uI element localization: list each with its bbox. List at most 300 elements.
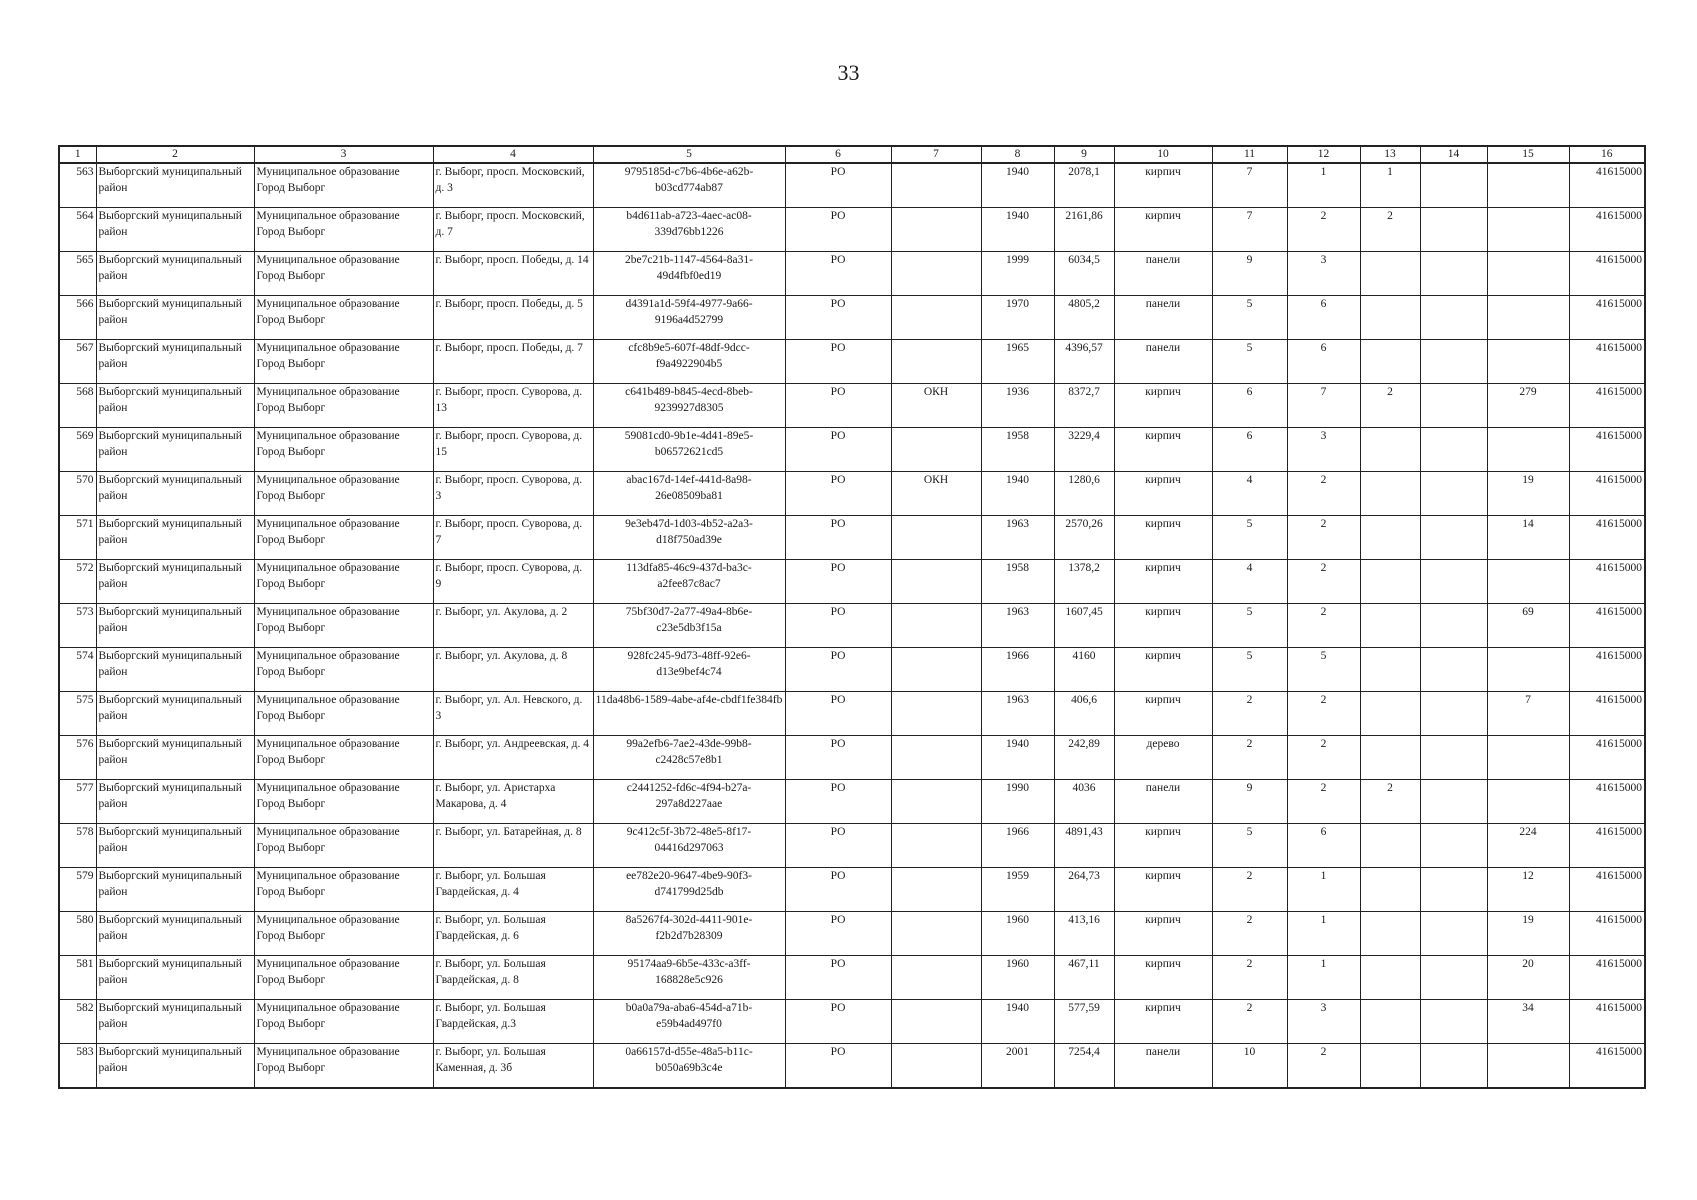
floors-cell: 2 bbox=[1212, 868, 1287, 912]
col-15-cell bbox=[1487, 340, 1569, 384]
wall-material-cell: кирпич bbox=[1114, 692, 1212, 736]
program-cell: РО bbox=[785, 340, 891, 384]
address-cell: г. Выборг, ул. Андреевская, д. 4 bbox=[433, 736, 593, 780]
floors-cell: 4 bbox=[1212, 560, 1287, 604]
wall-material-cell: кирпич bbox=[1114, 472, 1212, 516]
district-cell: Выборгский муниципальный район bbox=[96, 163, 254, 208]
heritage-status-cell bbox=[891, 428, 981, 472]
oktmo-code-cell: 41615000 bbox=[1569, 340, 1645, 384]
col-15-cell: 34 bbox=[1487, 1000, 1569, 1044]
table-row bbox=[59, 736, 1645, 780]
row-number-cell: 565 bbox=[59, 252, 96, 296]
heritage-status-cell bbox=[891, 604, 981, 648]
col-14-cell bbox=[1420, 384, 1487, 428]
heritage-status-cell bbox=[891, 780, 981, 824]
entrances-cell: 2 bbox=[1287, 560, 1360, 604]
municipality-cell: Муниципальное образование Город Выборг bbox=[254, 912, 433, 956]
house-guid-cell: 9e3eb47d-1d03-4b52-a2a3-d18f750ad39e bbox=[593, 516, 785, 560]
col-15-cell: 279 bbox=[1487, 384, 1569, 428]
build-year-cell: 1963 bbox=[981, 692, 1054, 736]
col-13-cell bbox=[1360, 296, 1420, 340]
area-cell: 413,16 bbox=[1054, 912, 1114, 956]
oktmo-code-cell: 41615000 bbox=[1569, 163, 1645, 208]
column-header-12: 12 bbox=[1287, 146, 1360, 163]
oktmo-code-cell: 41615000 bbox=[1569, 384, 1645, 428]
col-13-cell bbox=[1360, 340, 1420, 384]
house-guid-cell: 8a5267f4-302d-4411-901e-f2b2d7b28309 bbox=[593, 912, 785, 956]
program-cell: РО bbox=[785, 472, 891, 516]
table-row bbox=[59, 780, 1645, 824]
row-number-cell: 569 bbox=[59, 428, 96, 472]
col-13-cell bbox=[1360, 1044, 1420, 1089]
district-cell: Выборгский муниципальный район bbox=[96, 780, 254, 824]
col-13-cell bbox=[1360, 472, 1420, 516]
area-cell: 3229,4 bbox=[1054, 428, 1114, 472]
heritage-status-cell bbox=[891, 736, 981, 780]
wall-material-cell: кирпич bbox=[1114, 208, 1212, 252]
col-14-cell bbox=[1420, 736, 1487, 780]
row-number-cell: 576 bbox=[59, 736, 96, 780]
wall-material-cell: кирпич bbox=[1114, 384, 1212, 428]
entrances-cell: 2 bbox=[1287, 692, 1360, 736]
row-number-cell: 571 bbox=[59, 516, 96, 560]
wall-material-cell: кирпич bbox=[1114, 912, 1212, 956]
wall-material-cell: кирпич bbox=[1114, 428, 1212, 472]
entrances-cell: 2 bbox=[1287, 472, 1360, 516]
area-cell: 467,11 bbox=[1054, 956, 1114, 1000]
column-header-10: 10 bbox=[1114, 146, 1212, 163]
table-row bbox=[59, 824, 1645, 868]
floors-cell: 5 bbox=[1212, 296, 1287, 340]
build-year-cell: 1940 bbox=[981, 1000, 1054, 1044]
address-cell: г. Выборг, ул. Большая Гвардейская, д.3 bbox=[433, 1000, 593, 1044]
oktmo-code-cell: 41615000 bbox=[1569, 868, 1645, 912]
col-14-cell bbox=[1420, 692, 1487, 736]
municipality-cell: Муниципальное образование Город Выборг bbox=[254, 780, 433, 824]
entrances-cell: 3 bbox=[1287, 1000, 1360, 1044]
wall-material-cell: дерево bbox=[1114, 736, 1212, 780]
column-header-9: 9 bbox=[1054, 146, 1114, 163]
build-year-cell: 1960 bbox=[981, 912, 1054, 956]
address-cell: г. Выборг, ул. Аристарха Макарова, д. 4 bbox=[433, 780, 593, 824]
col-15-cell bbox=[1487, 296, 1569, 340]
table-row bbox=[59, 1044, 1645, 1089]
oktmo-code-cell: 41615000 bbox=[1569, 780, 1645, 824]
municipality-cell: Муниципальное образование Город Выборг bbox=[254, 736, 433, 780]
col-14-cell bbox=[1420, 824, 1487, 868]
oktmo-code-cell: 41615000 bbox=[1569, 912, 1645, 956]
col-13-cell: 1 bbox=[1360, 163, 1420, 208]
col-14-cell bbox=[1420, 208, 1487, 252]
municipality-cell: Муниципальное образование Город Выборг bbox=[254, 163, 433, 208]
column-header-6: 6 bbox=[785, 146, 891, 163]
municipality-cell: Муниципальное образование Город Выборг bbox=[254, 956, 433, 1000]
row-number-cell: 573 bbox=[59, 604, 96, 648]
floors-cell: 2 bbox=[1212, 1000, 1287, 1044]
floors-cell: 5 bbox=[1212, 604, 1287, 648]
wall-material-cell: кирпич bbox=[1114, 560, 1212, 604]
area-cell: 2570,26 bbox=[1054, 516, 1114, 560]
district-cell: Выборгский муниципальный район bbox=[96, 208, 254, 252]
program-cell: РО bbox=[785, 428, 891, 472]
program-cell: РО bbox=[785, 912, 891, 956]
col-13-cell bbox=[1360, 648, 1420, 692]
col-13-cell bbox=[1360, 252, 1420, 296]
entrances-cell: 1 bbox=[1287, 163, 1360, 208]
address-cell: г. Выборг, ул. Акулова, д. 8 bbox=[433, 648, 593, 692]
area-cell: 4160 bbox=[1054, 648, 1114, 692]
table-row bbox=[59, 604, 1645, 648]
district-cell: Выборгский муниципальный район bbox=[96, 560, 254, 604]
build-year-cell: 1966 bbox=[981, 648, 1054, 692]
wall-material-cell: кирпич bbox=[1114, 956, 1212, 1000]
address-cell: г. Выборг, просп. Московский, д. 7 bbox=[433, 208, 593, 252]
build-year-cell: 1958 bbox=[981, 428, 1054, 472]
build-year-cell: 2001 bbox=[981, 1044, 1054, 1089]
address-cell: г. Выборг, просп. Суворова, д. 9 bbox=[433, 560, 593, 604]
floors-cell: 7 bbox=[1212, 208, 1287, 252]
district-cell: Выборгский муниципальный район bbox=[96, 736, 254, 780]
program-cell: РО bbox=[785, 1044, 891, 1089]
program-cell: РО bbox=[785, 163, 891, 208]
entrances-cell: 1 bbox=[1287, 868, 1360, 912]
municipality-cell: Муниципальное образование Город Выборг bbox=[254, 340, 433, 384]
area-cell: 4396,57 bbox=[1054, 340, 1114, 384]
heritage-status-cell bbox=[891, 868, 981, 912]
col-13-cell bbox=[1360, 516, 1420, 560]
buildings-table bbox=[58, 145, 1646, 1089]
heritage-status-cell bbox=[891, 912, 981, 956]
oktmo-code-cell: 41615000 bbox=[1569, 956, 1645, 1000]
address-cell: г. Выборг, ул. Большая Гвардейская, д. 6 bbox=[433, 912, 593, 956]
column-header-8: 8 bbox=[981, 146, 1054, 163]
build-year-cell: 1999 bbox=[981, 252, 1054, 296]
entrances-cell: 3 bbox=[1287, 252, 1360, 296]
floors-cell: 7 bbox=[1212, 163, 1287, 208]
oktmo-code-cell: 41615000 bbox=[1569, 208, 1645, 252]
house-guid-cell: b0a0a79a-aba6-454d-a71b-e59b4ad497f0 bbox=[593, 1000, 785, 1044]
row-number-cell: 579 bbox=[59, 868, 96, 912]
col-14-cell bbox=[1420, 516, 1487, 560]
column-header-2: 2 bbox=[96, 146, 254, 163]
district-cell: Выборгский муниципальный район bbox=[96, 1044, 254, 1089]
area-cell: 7254,4 bbox=[1054, 1044, 1114, 1089]
build-year-cell: 1940 bbox=[981, 472, 1054, 516]
entrances-cell: 6 bbox=[1287, 340, 1360, 384]
column-header-13: 13 bbox=[1360, 146, 1420, 163]
district-cell: Выборгский муниципальный район bbox=[96, 868, 254, 912]
program-cell: РО bbox=[785, 604, 891, 648]
address-cell: г. Выборг, просп. Суворова, д. 13 bbox=[433, 384, 593, 428]
municipality-cell: Муниципальное образование Город Выборг bbox=[254, 868, 433, 912]
col-14-cell bbox=[1420, 648, 1487, 692]
address-cell: г. Выборг, просп. Победы, д. 14 bbox=[433, 252, 593, 296]
district-cell: Выборгский муниципальный район bbox=[96, 516, 254, 560]
floors-cell: 9 bbox=[1212, 252, 1287, 296]
oktmo-code-cell: 41615000 bbox=[1569, 1044, 1645, 1089]
col-15-cell: 12 bbox=[1487, 868, 1569, 912]
build-year-cell: 1940 bbox=[981, 163, 1054, 208]
build-year-cell: 1990 bbox=[981, 780, 1054, 824]
table-row bbox=[59, 560, 1645, 604]
municipality-cell: Муниципальное образование Город Выборг bbox=[254, 560, 433, 604]
col-15-cell bbox=[1487, 648, 1569, 692]
heritage-status-cell bbox=[891, 1000, 981, 1044]
area-cell: 577,59 bbox=[1054, 1000, 1114, 1044]
house-guid-cell: c2441252-fd6c-4f94-b27a-297a8d227aae bbox=[593, 780, 785, 824]
col-13-cell bbox=[1360, 912, 1420, 956]
entrances-cell: 2 bbox=[1287, 208, 1360, 252]
floors-cell: 5 bbox=[1212, 648, 1287, 692]
oktmo-code-cell: 41615000 bbox=[1569, 604, 1645, 648]
column-header-16: 16 bbox=[1569, 146, 1645, 163]
row-number-cell: 563 bbox=[59, 163, 96, 208]
table-row bbox=[59, 868, 1645, 912]
municipality-cell: Муниципальное образование Город Выборг bbox=[254, 472, 433, 516]
heritage-status-cell bbox=[891, 1044, 981, 1089]
heritage-status-cell: ОКН bbox=[891, 384, 981, 428]
column-header-11: 11 bbox=[1212, 146, 1287, 163]
address-cell: г. Выборг, просп. Победы, д. 5 bbox=[433, 296, 593, 340]
address-cell: г. Выборг, ул. Большая Каменная, д. 3б bbox=[433, 1044, 593, 1089]
col-13-cell bbox=[1360, 692, 1420, 736]
entrances-cell: 2 bbox=[1287, 736, 1360, 780]
oktmo-code-cell: 41615000 bbox=[1569, 560, 1645, 604]
floors-cell: 2 bbox=[1212, 692, 1287, 736]
municipality-cell: Муниципальное образование Город Выборг bbox=[254, 1044, 433, 1089]
column-header-14: 14 bbox=[1420, 146, 1487, 163]
heritage-status-cell bbox=[891, 163, 981, 208]
entrances-cell: 2 bbox=[1287, 604, 1360, 648]
house-guid-cell: 75bf30d7-2a77-49a4-8b6e-c23e5db3f15a bbox=[593, 604, 785, 648]
table-row bbox=[59, 956, 1645, 1000]
table-row bbox=[59, 1000, 1645, 1044]
district-cell: Выборгский муниципальный район bbox=[96, 340, 254, 384]
entrances-cell: 6 bbox=[1287, 296, 1360, 340]
district-cell: Выборгский муниципальный район bbox=[96, 384, 254, 428]
municipality-cell: Муниципальное образование Город Выборг bbox=[254, 296, 433, 340]
municipality-cell: Муниципальное образование Город Выборг bbox=[254, 516, 433, 560]
municipality-cell: Муниципальное образование Город Выборг bbox=[254, 1000, 433, 1044]
wall-material-cell: кирпич bbox=[1114, 163, 1212, 208]
house-guid-cell: 99a2efb6-7ae2-43de-99b8-c2428c57e8b1 bbox=[593, 736, 785, 780]
build-year-cell: 1965 bbox=[981, 340, 1054, 384]
district-cell: Выборгский муниципальный район bbox=[96, 648, 254, 692]
area-cell: 2161,86 bbox=[1054, 208, 1114, 252]
col-14-cell bbox=[1420, 428, 1487, 472]
program-cell: РО bbox=[785, 956, 891, 1000]
col-14-cell bbox=[1420, 1044, 1487, 1089]
program-cell: РО bbox=[785, 736, 891, 780]
build-year-cell: 1958 bbox=[981, 560, 1054, 604]
entrances-cell: 3 bbox=[1287, 428, 1360, 472]
entrances-cell: 1 bbox=[1287, 956, 1360, 1000]
col-14-cell bbox=[1420, 560, 1487, 604]
address-cell: г. Выборг, просп. Московский, д. 3 bbox=[433, 163, 593, 208]
heritage-status-cell bbox=[891, 516, 981, 560]
address-cell: г. Выборг, просп. Суворова, д. 3 bbox=[433, 472, 593, 516]
col-15-cell: 14 bbox=[1487, 516, 1569, 560]
house-guid-cell: abac167d-14ef-441d-8a98-26e08509ba81 bbox=[593, 472, 785, 516]
area-cell: 242,89 bbox=[1054, 736, 1114, 780]
column-header-1: 1 bbox=[59, 146, 96, 163]
area-cell: 4891,43 bbox=[1054, 824, 1114, 868]
house-guid-cell: c641b489-b845-4ecd-8beb-9239927d8305 bbox=[593, 384, 785, 428]
row-number-cell: 568 bbox=[59, 384, 96, 428]
heritage-status-cell bbox=[891, 560, 981, 604]
col-13-cell bbox=[1360, 956, 1420, 1000]
heritage-status-cell bbox=[891, 340, 981, 384]
entrances-cell: 7 bbox=[1287, 384, 1360, 428]
col-15-cell: 7 bbox=[1487, 692, 1569, 736]
col-15-cell bbox=[1487, 736, 1569, 780]
program-cell: РО bbox=[785, 208, 891, 252]
col-13-cell bbox=[1360, 868, 1420, 912]
heritage-status-cell bbox=[891, 824, 981, 868]
wall-material-cell: кирпич bbox=[1114, 604, 1212, 648]
area-cell: 1378,2 bbox=[1054, 560, 1114, 604]
program-cell: РО bbox=[785, 252, 891, 296]
house-guid-cell: ee782e20-9647-4be9-90f3-d741799d25db bbox=[593, 868, 785, 912]
municipality-cell: Муниципальное образование Город Выборг bbox=[254, 252, 433, 296]
municipality-cell: Муниципальное образование Город Выборг bbox=[254, 824, 433, 868]
heritage-status-cell: ОКН bbox=[891, 472, 981, 516]
heritage-status-cell bbox=[891, 208, 981, 252]
col-14-cell bbox=[1420, 912, 1487, 956]
build-year-cell: 1960 bbox=[981, 956, 1054, 1000]
floors-cell: 5 bbox=[1212, 516, 1287, 560]
column-header-4: 4 bbox=[433, 146, 593, 163]
col-15-cell bbox=[1487, 780, 1569, 824]
area-cell: 406,6 bbox=[1054, 692, 1114, 736]
build-year-cell: 1936 bbox=[981, 384, 1054, 428]
heritage-status-cell bbox=[891, 252, 981, 296]
address-cell: г. Выборг, просп. Суворова, д. 15 bbox=[433, 428, 593, 472]
oktmo-code-cell: 41615000 bbox=[1569, 428, 1645, 472]
col-13-cell bbox=[1360, 736, 1420, 780]
address-cell: г. Выборг, ул. Ал. Невского, д. 3 bbox=[433, 692, 593, 736]
program-cell: РО bbox=[785, 692, 891, 736]
col-13-cell bbox=[1360, 560, 1420, 604]
col-13-cell: 2 bbox=[1360, 384, 1420, 428]
house-guid-cell: 0a66157d-d55e-48a5-b11c-b050a69b3c4e bbox=[593, 1044, 785, 1089]
district-cell: Выборгский муниципальный район bbox=[96, 428, 254, 472]
col-13-cell bbox=[1360, 824, 1420, 868]
municipality-cell: Муниципальное образование Город Выборг bbox=[254, 428, 433, 472]
col-15-cell: 19 bbox=[1487, 912, 1569, 956]
floors-cell: 5 bbox=[1212, 340, 1287, 384]
entrances-cell: 5 bbox=[1287, 648, 1360, 692]
table-row bbox=[59, 163, 1645, 208]
row-number-cell: 570 bbox=[59, 472, 96, 516]
wall-material-cell: панели bbox=[1114, 296, 1212, 340]
address-cell: г. Выборг, ул. Акулова, д. 2 bbox=[433, 604, 593, 648]
house-guid-cell: 11da48b6-1589-4abe-af4e-cbdf1fe384fb bbox=[593, 692, 785, 736]
row-number-cell: 581 bbox=[59, 956, 96, 1000]
wall-material-cell: панели bbox=[1114, 340, 1212, 384]
house-guid-cell: cfc8b9e5-607f-48df-9dcc-f9a4922904b5 bbox=[593, 340, 785, 384]
area-cell: 264,73 bbox=[1054, 868, 1114, 912]
col-15-cell bbox=[1487, 428, 1569, 472]
build-year-cell: 1940 bbox=[981, 208, 1054, 252]
house-guid-cell: d4391a1d-59f4-4977-9a66-9196a4d52799 bbox=[593, 296, 785, 340]
wall-material-cell: панели bbox=[1114, 1044, 1212, 1089]
house-guid-cell: 95174aa9-6b5e-433c-a3ff-168828e5c926 bbox=[593, 956, 785, 1000]
col-13-cell: 2 bbox=[1360, 208, 1420, 252]
program-cell: РО bbox=[785, 824, 891, 868]
floors-cell: 5 bbox=[1212, 824, 1287, 868]
column-header-5: 5 bbox=[593, 146, 785, 163]
table-row bbox=[59, 428, 1645, 472]
table-row bbox=[59, 692, 1645, 736]
wall-material-cell: кирпич bbox=[1114, 648, 1212, 692]
col-14-cell bbox=[1420, 296, 1487, 340]
column-header-15: 15 bbox=[1487, 146, 1569, 163]
table-row bbox=[59, 340, 1645, 384]
wall-material-cell: кирпич bbox=[1114, 824, 1212, 868]
district-cell: Выборгский муниципальный район bbox=[96, 252, 254, 296]
area-cell: 1280,6 bbox=[1054, 472, 1114, 516]
build-year-cell: 1959 bbox=[981, 868, 1054, 912]
build-year-cell: 1966 bbox=[981, 824, 1054, 868]
area-cell: 6034,5 bbox=[1054, 252, 1114, 296]
column-header-3: 3 bbox=[254, 146, 433, 163]
municipality-cell: Муниципальное образование Город Выборг bbox=[254, 208, 433, 252]
area-cell: 8372,7 bbox=[1054, 384, 1114, 428]
program-cell: РО bbox=[785, 296, 891, 340]
table-row bbox=[59, 472, 1645, 516]
address-cell: г. Выборг, ул. Большая Гвардейская, д. 8 bbox=[433, 956, 593, 1000]
table-row bbox=[59, 912, 1645, 956]
oktmo-code-cell: 41615000 bbox=[1569, 824, 1645, 868]
area-cell: 1607,45 bbox=[1054, 604, 1114, 648]
oktmo-code-cell: 41615000 bbox=[1569, 516, 1645, 560]
col-15-cell bbox=[1487, 208, 1569, 252]
program-cell: РО bbox=[785, 1000, 891, 1044]
col-13-cell bbox=[1360, 1000, 1420, 1044]
floors-cell: 6 bbox=[1212, 384, 1287, 428]
address-cell: г. Выборг, ул. Батарейная, д. 8 bbox=[433, 824, 593, 868]
district-cell: Выборгский муниципальный район bbox=[96, 296, 254, 340]
address-cell: г. Выборг, просп. Суворова, д. 7 bbox=[433, 516, 593, 560]
oktmo-code-cell: 41615000 bbox=[1569, 648, 1645, 692]
oktmo-code-cell: 41615000 bbox=[1569, 1000, 1645, 1044]
house-guid-cell: b4d611ab-a723-4aec-ac08-339d76bb1226 bbox=[593, 208, 785, 252]
oktmo-code-cell: 41615000 bbox=[1569, 692, 1645, 736]
col-14-cell bbox=[1420, 340, 1487, 384]
municipality-cell: Муниципальное образование Город Выборг bbox=[254, 692, 433, 736]
floors-cell: 2 bbox=[1212, 736, 1287, 780]
house-guid-cell: 2be7c21b-1147-4564-8a31-49d4fbf0ed19 bbox=[593, 252, 785, 296]
table-row bbox=[59, 252, 1645, 296]
col-13-cell bbox=[1360, 428, 1420, 472]
district-cell: Выборгский муниципальный район bbox=[96, 1000, 254, 1044]
row-number-cell: 572 bbox=[59, 560, 96, 604]
col-14-cell bbox=[1420, 868, 1487, 912]
program-cell: РО bbox=[785, 648, 891, 692]
heritage-status-cell bbox=[891, 648, 981, 692]
col-14-cell bbox=[1420, 472, 1487, 516]
entrances-cell: 2 bbox=[1287, 780, 1360, 824]
col-14-cell bbox=[1420, 604, 1487, 648]
col-13-cell bbox=[1360, 604, 1420, 648]
table-row bbox=[59, 516, 1645, 560]
oktmo-code-cell: 41615000 bbox=[1569, 252, 1645, 296]
col-15-cell: 69 bbox=[1487, 604, 1569, 648]
page-number: 33 bbox=[837, 60, 860, 85]
floors-cell: 2 bbox=[1212, 956, 1287, 1000]
table-row bbox=[59, 208, 1645, 252]
